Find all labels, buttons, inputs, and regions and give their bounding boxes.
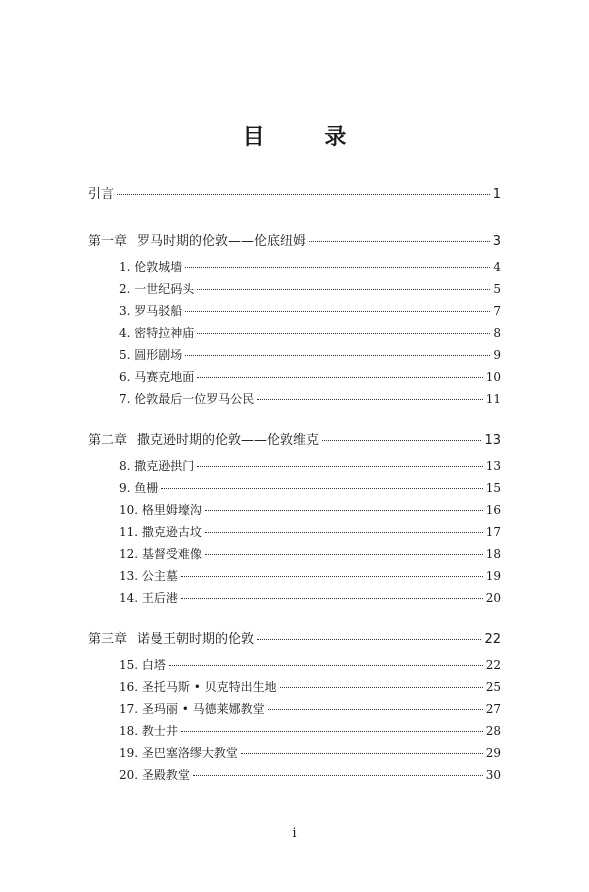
toc-section[interactable] <box>119 323 501 343</box>
dot-leader <box>205 544 483 555</box>
section-page: 11 <box>485 392 501 406</box>
section-page: 22 <box>485 658 501 672</box>
section-page: 25 <box>485 680 501 694</box>
section-page: 16 <box>485 503 501 517</box>
section-page: 29 <box>485 746 501 760</box>
section-label: 1. 伦敦城墙 <box>119 260 183 274</box>
dot-leader <box>241 743 483 754</box>
toc-entry-intro[interactable] <box>88 185 501 205</box>
toc-entry-label: 引言 <box>88 187 115 202</box>
section-page: 17 <box>485 525 501 539</box>
dot-leader <box>181 721 483 732</box>
dot-leader <box>257 629 481 640</box>
section-label: 8. 撒克逊拱门 <box>119 459 195 473</box>
toc-section[interactable] <box>119 478 501 498</box>
section-label: 15. 白塔 <box>119 658 166 672</box>
section-page: 8 <box>493 326 501 340</box>
section-page: 19 <box>485 569 501 583</box>
chapter-title: 撒克逊时期的伦敦——伦敦维克 <box>137 433 320 448</box>
section-label: 14. 王后港 <box>119 591 178 605</box>
toc-section[interactable] <box>119 522 501 542</box>
section-label: 6. 马赛克地面 <box>119 370 195 384</box>
toc-section[interactable] <box>119 677 501 697</box>
section-label: 10. 格里姆壕沟 <box>119 503 202 517</box>
section-label: 12. 基督受难像 <box>119 547 202 561</box>
toc-section[interactable] <box>119 566 501 586</box>
dot-leader <box>185 257 490 268</box>
toc-chapter-1[interactable] <box>88 232 501 252</box>
toc-section[interactable] <box>119 345 501 365</box>
section-label: 7. 伦敦最后一位罗马公民 <box>119 392 255 406</box>
dot-leader <box>257 389 482 400</box>
section-label: 20. 圣殿教堂 <box>119 768 190 782</box>
section-label: 13. 公主墓 <box>119 569 178 583</box>
toc-section[interactable] <box>119 765 501 785</box>
section-page: 10 <box>485 370 501 384</box>
dot-leader <box>197 323 490 334</box>
chapter-number: 第三章 <box>88 632 128 647</box>
dot-leader <box>185 345 490 356</box>
dot-leader <box>197 279 490 290</box>
section-page: 4 <box>493 260 501 274</box>
section-label: 18. 教士井 <box>119 724 178 738</box>
toc-section[interactable] <box>119 367 501 387</box>
section-label: 3. 罗马驳船 <box>119 304 183 318</box>
toc-section[interactable] <box>119 389 501 409</box>
section-page: 30 <box>485 768 501 782</box>
chapter-number: 第二章 <box>88 433 128 448</box>
dot-leader <box>161 478 482 489</box>
dot-leader <box>205 500 483 511</box>
dot-leader <box>169 655 483 666</box>
toc-section[interactable] <box>119 456 501 476</box>
dot-leader <box>193 765 483 776</box>
dot-leader <box>309 231 490 242</box>
section-page: 27 <box>485 702 501 716</box>
section-page: 7 <box>493 304 501 318</box>
toc-section[interactable] <box>119 301 501 321</box>
chapter-title: 罗马时期的伦敦——伦底纽姆 <box>137 234 307 249</box>
section-page: 18 <box>485 547 501 561</box>
toc-section[interactable] <box>119 588 501 608</box>
section-page: 9 <box>493 348 501 362</box>
section-page: 5 <box>493 282 501 296</box>
toc-section[interactable] <box>119 699 501 719</box>
dot-leader <box>181 566 483 577</box>
section-page: 20 <box>485 591 501 605</box>
dot-leader <box>280 677 483 688</box>
dot-leader <box>322 430 481 441</box>
dot-leader <box>205 522 483 533</box>
toc-entry-page: 1 <box>492 187 501 202</box>
chapter-title: 诺曼王朝时期的伦敦 <box>137 632 255 647</box>
toc-chapter-2[interactable] <box>88 431 501 451</box>
dot-leader <box>268 699 483 710</box>
section-label: 16. 圣托马斯 • 贝克特出生地 <box>119 680 277 694</box>
section-page: 28 <box>485 724 501 738</box>
dot-leader <box>197 456 482 467</box>
toc-section[interactable] <box>119 257 501 277</box>
section-label: 11. 撒克逊古坟 <box>119 525 202 539</box>
dot-leader <box>185 301 490 312</box>
section-label: 4. 密特拉神庙 <box>119 326 195 340</box>
chapter-page: 3 <box>492 234 501 249</box>
section-label: 9. 鱼栅 <box>119 481 159 495</box>
chapter-page: 22 <box>484 632 501 647</box>
section-label: 19. 圣巴塞洛缪大教堂 <box>119 746 238 760</box>
section-page: 13 <box>485 459 501 473</box>
page-number: i <box>292 826 297 841</box>
dot-leader <box>181 588 483 599</box>
chapter-page: 13 <box>484 433 501 448</box>
dot-leader <box>197 367 482 378</box>
dot-leader <box>117 184 490 195</box>
section-label: 17. 圣玛丽 • 马德莱娜教堂 <box>119 702 265 716</box>
toc-section[interactable] <box>119 544 501 564</box>
toc-section[interactable] <box>119 279 501 299</box>
page-title: 目 录 <box>242 124 373 150</box>
toc-section[interactable] <box>119 721 501 741</box>
chapter-number: 第一章 <box>88 234 128 249</box>
toc-section[interactable] <box>119 743 501 763</box>
section-label: 2. 一世纪码头 <box>119 282 195 296</box>
section-label: 5. 圆形剧场 <box>119 348 183 362</box>
toc-section[interactable] <box>119 655 501 675</box>
toc-chapter-3[interactable] <box>88 630 501 650</box>
section-page: 15 <box>485 481 501 495</box>
toc-section[interactable] <box>119 500 501 520</box>
